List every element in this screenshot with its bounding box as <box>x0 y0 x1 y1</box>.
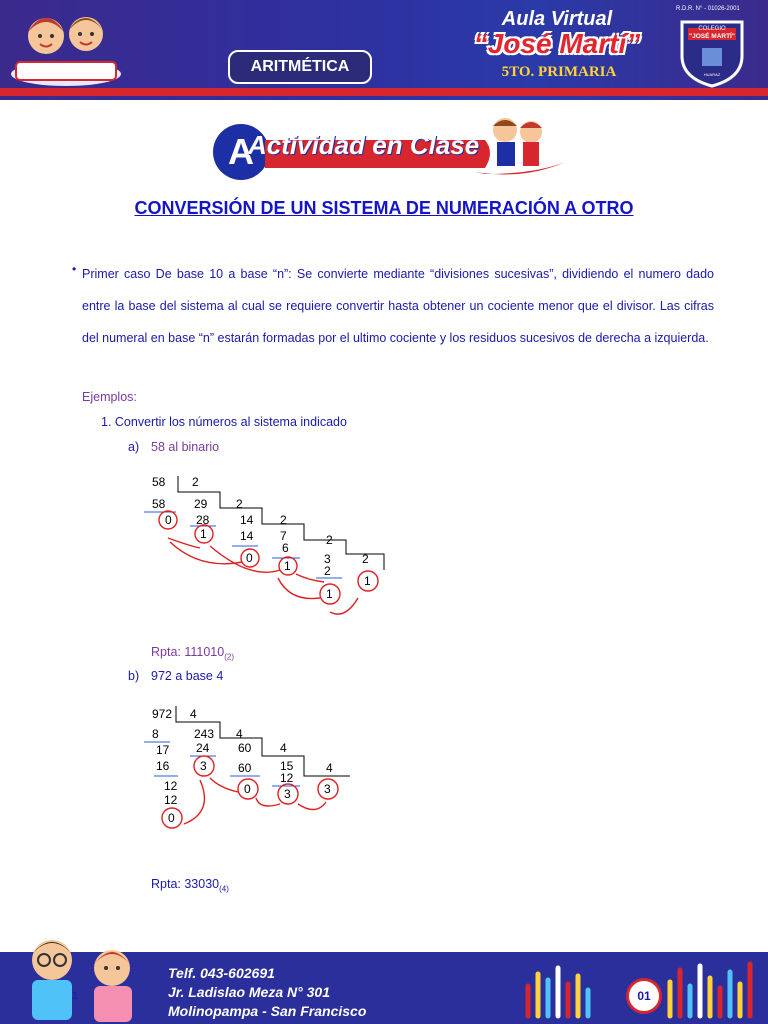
div-a-num: 14 <box>240 529 254 543</box>
div-a-num: 2 <box>326 533 333 547</box>
div-a-num: 1 <box>364 574 371 588</box>
crest-name-text: "JOSÉ MARTÍ" <box>689 33 735 40</box>
footer-contact <box>168 964 366 1021</box>
div-a-num: 2 <box>362 552 369 566</box>
div-b-num: 16 <box>156 759 170 773</box>
div-b-num: 3 <box>284 787 291 801</box>
div-a-num: 2 <box>236 497 243 511</box>
aula-virtual-title: Aula Virtual <box>501 8 613 30</box>
page-title: CONVERSIÓN DE UN SISTEMA DE NUMERACIÓN A OTRO <box>134 198 634 218</box>
div-b-num: 4 <box>190 707 197 721</box>
division-diagram-base4 <box>140 700 370 840</box>
div-a-num: 58 <box>152 475 166 489</box>
div-a-num: 58 <box>152 497 166 511</box>
item-b-label: b) <box>128 669 140 683</box>
div-a-num: 28 <box>196 513 210 527</box>
div-a-num: 0 <box>165 513 172 527</box>
division-diagram-binary <box>140 470 400 620</box>
div-b-num: 4 <box>326 761 333 775</box>
item-b-text: 972 a base 4 <box>151 669 224 683</box>
small-page-number: 1 <box>72 990 79 1002</box>
kids-reading-illustration <box>6 4 124 88</box>
div-a-num: 2 <box>192 475 199 489</box>
bullet-marker: • <box>72 262 77 276</box>
div-a-num: 2 <box>280 513 287 527</box>
div-b-num: 243 <box>194 727 215 741</box>
div-b-num: 60 <box>238 761 252 775</box>
grade-label: 5TO. PRIMARIA <box>501 64 617 80</box>
crest-top-text: COLEGIO <box>698 26 726 32</box>
footer-district: Molinopampa - San Francisco <box>168 1003 367 1019</box>
school-name: “José Martí” <box>473 28 641 59</box>
div-b-num: 17 <box>156 743 170 757</box>
div-b-num: 12 <box>164 793 178 807</box>
div-b-num: 12 <box>280 771 294 785</box>
div-b-num: 972 <box>152 707 173 721</box>
page-number-badge: 01 <box>626 978 662 1014</box>
div-b-num: 0 <box>244 782 251 796</box>
item-a-text: 58 al binario <box>151 440 220 454</box>
answer-a: Rpta: $111010_{(2)}$ <box>151 645 234 662</box>
crest-bottom-text: HUARAZ <box>703 72 721 77</box>
div-a-num: 0 <box>246 551 253 565</box>
kids-footer-illustration <box>8 930 158 1024</box>
div-a-num: 1 <box>326 587 333 601</box>
div-a-num: 3 <box>324 552 331 566</box>
activity-banner-text: Actividad en Clase <box>248 130 480 160</box>
item-a-label: a) <box>128 440 140 454</box>
svg-text:A: A <box>228 131 254 172</box>
div-b-num: 4 <box>236 727 243 741</box>
div-a-num: 1 <box>200 527 207 541</box>
header-stripe <box>0 88 768 96</box>
div-b-num: 60 <box>238 741 252 755</box>
div-a-num: 2 <box>324 564 331 578</box>
answer-b: Rpta: $33030_{(4)}$ <box>151 877 229 894</box>
div-b-num: 3 <box>200 759 207 773</box>
footer-address: Jr. Ladislao Meza N° 301 <box>168 984 331 1000</box>
div-b-num: 15 <box>280 759 294 773</box>
div-b-num: 8 <box>152 727 159 741</box>
div-a-num: 6 <box>282 541 289 555</box>
div-b-num: 4 <box>280 741 287 755</box>
div-b-num: 3 <box>324 782 331 796</box>
rdr-number: R.D.R. N° - 01026-2001 <box>676 6 740 12</box>
examples-heading: Ejemplos: <box>82 390 137 404</box>
school-crest-logo <box>676 16 748 88</box>
footer-phone: Telf. 043-602691 <box>168 965 275 981</box>
div-a-num: 14 <box>240 513 254 527</box>
div-b-num: 24 <box>196 741 210 755</box>
div-a-num: 1 <box>284 559 291 573</box>
div-b-num: 0 <box>168 811 175 825</box>
explanation-paragraph: Primer caso De base 10 a base “n”: Se convierte mediante “divisiones sucesivas”, dividiendo el numero dado entre la base del sistema al cual se requiere convertir hasta obtener un cociente menor que el divisor. Las cifras del numeral en base “n” estarán formadas por el ultimo cociente y los residuos sucesivos de derecha a izquierda. <box>82 267 714 345</box>
exercise-1-statement: 1. Convertir los números al sistema indicado <box>101 415 347 429</box>
div-a-num: 29 <box>194 497 208 511</box>
div-b-num: 12 <box>164 779 178 793</box>
subject-label: ARITMÉTICA <box>228 50 372 84</box>
div-a-num: 7 <box>280 529 287 543</box>
